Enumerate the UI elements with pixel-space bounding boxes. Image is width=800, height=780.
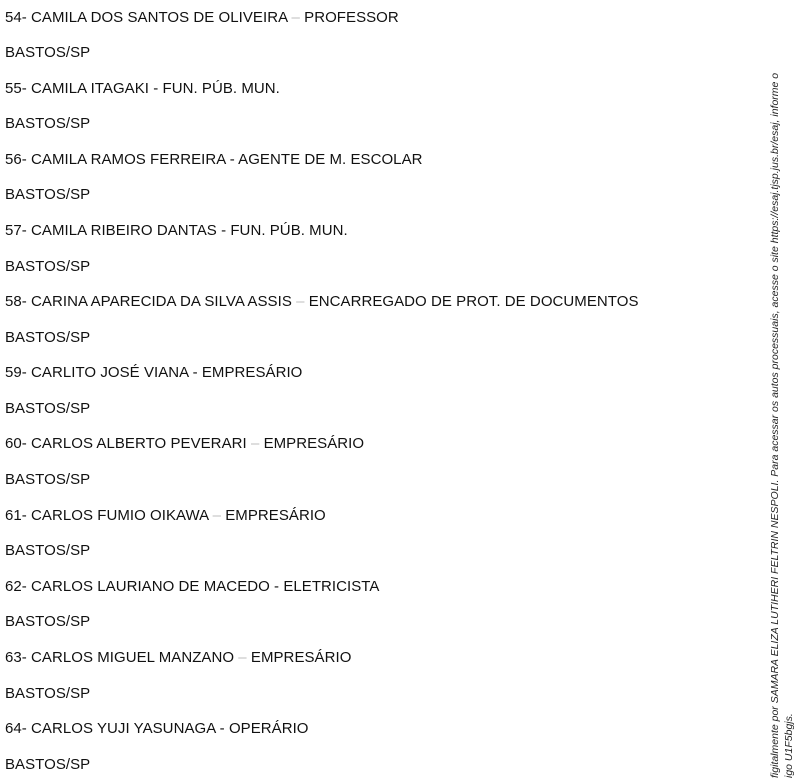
entry-role: EMPRESÁRIO: [250, 649, 352, 666]
entry-line: [5, 507, 326, 525]
signature-note-line-2: igo U1F5bgjs.: [783, 713, 795, 778]
entry-name: 62- CARLOS LAURIANO DE MACEDO: [5, 578, 270, 595]
entry-line: [5, 720, 309, 738]
entry-separator: -: [225, 151, 239, 168]
entry-name: 64- CARLOS YUJI YASUNAGA: [5, 720, 216, 737]
entry-role: ENCARREGADO DE PROT. DE DOCUMENTOS: [308, 293, 639, 310]
entry-separator: -: [216, 222, 231, 239]
entry-line: [5, 80, 280, 98]
entry-role: EMPRESÁRIO: [225, 507, 326, 524]
entry-separator: –: [234, 649, 251, 666]
entry-city: BASTOS/SP: [5, 613, 91, 630]
entry-role: OPERÁRIO: [228, 720, 309, 737]
entry-name: 59- CARLITO JOSÉ VIANA: [5, 364, 189, 381]
entry-line: [5, 293, 639, 311]
entry-line: [5, 435, 364, 453]
digital-signature-margin: [752, 0, 800, 780]
entry-city: BASTOS/SP: [5, 186, 91, 203]
entry-city: BASTOS/SP: [5, 258, 91, 275]
entry-name: 57- CAMILA RIBEIRO DANTAS: [5, 222, 217, 239]
entry-city: BASTOS/SP: [5, 542, 91, 559]
entry-role: ELETRICISTA: [283, 578, 380, 595]
entry-role: EMPRESÁRIO: [201, 364, 303, 381]
entry-name: 61- CARLOS FUMIO OIKAWA: [5, 507, 209, 524]
entry-line: [5, 578, 379, 596]
entry-role: PROFESSOR: [304, 9, 399, 26]
entry-role: FUN. PÚB. MUN.: [230, 222, 348, 239]
entry-city: BASTOS/SP: [5, 685, 91, 702]
entry-line: [5, 222, 348, 240]
entry-name: 63- CARLOS MIGUEL MANZANO: [5, 649, 235, 666]
entry-separator: –: [291, 293, 309, 310]
entry-city: BASTOS/SP: [5, 471, 91, 488]
entry-city: BASTOS/SP: [5, 329, 91, 346]
entry-role: EMPRESÁRIO: [263, 435, 365, 452]
entry-name: 60- CARLOS ALBERTO PEVERARI: [5, 435, 247, 452]
entry-name: 58- CARINA APARECIDA DA SILVA ASSIS: [5, 293, 292, 310]
entry-separator: –: [208, 507, 226, 524]
entry-city: BASTOS/SP: [5, 756, 91, 773]
entry-city: BASTOS/SP: [5, 115, 91, 132]
entry-city: BASTOS/SP: [5, 44, 91, 61]
entry-role: AGENTE DE M. ESCOLAR: [238, 151, 423, 168]
entry-separator: -: [269, 578, 284, 595]
entry-line: [5, 9, 399, 27]
entry-separator: –: [287, 9, 305, 26]
entry-city: BASTOS/SP: [5, 400, 91, 417]
entry-name: 56- CAMILA RAMOS FERREIRA: [5, 151, 226, 168]
entry-name: 54- CAMILA DOS SANTOS DE OLIVEIRA: [5, 9, 288, 26]
signature-note-line-1: figitalmente por SAMARA ELIZA LUTIHERI FELTRIN NESPOLI. Para acessar os autos processuais, acesse o site https://esaj.tjsp.jus.br/esaj, informe o: [769, 72, 781, 778]
entry-separator: -: [149, 80, 163, 97]
entry-name: 55- CAMILA ITAGAKI: [5, 80, 150, 97]
entry-line: [5, 151, 423, 169]
entry-role: FUN. PÚB. MUN.: [162, 80, 280, 97]
entry-separator: -: [188, 364, 202, 381]
entry-separator: –: [246, 435, 264, 452]
entry-separator: -: [215, 720, 229, 737]
entry-line: [5, 364, 302, 382]
entry-line: [5, 649, 351, 667]
document-body: [5, 0, 745, 780]
